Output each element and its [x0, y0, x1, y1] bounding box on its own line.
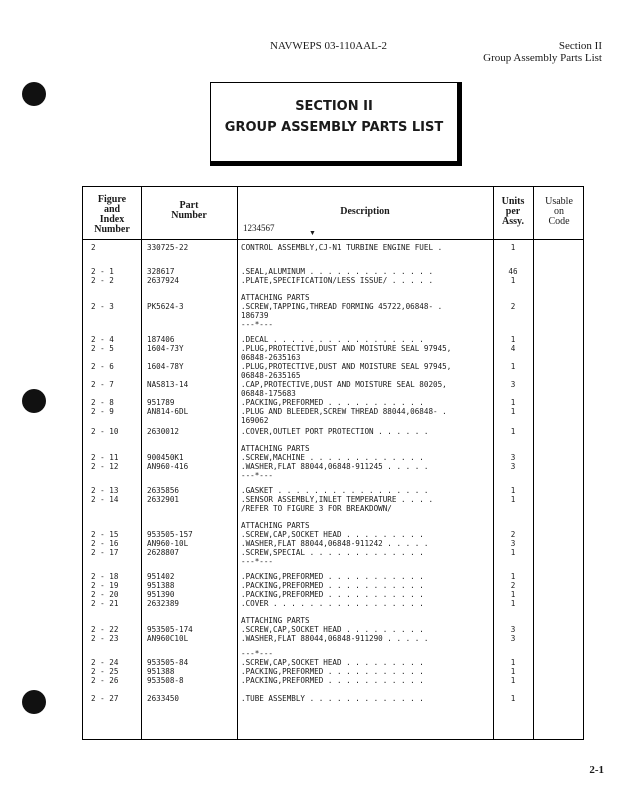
parts-table: [82, 186, 584, 740]
units-per-assy: 1: [510, 548, 516, 557]
table-row: [83, 371, 585, 380]
description: .PLUG AND BLEEDER,SCREW THREAD 88044,06848- .: [241, 407, 447, 416]
col-header-usable: Usable on Code: [545, 196, 573, 227]
table-row: [83, 380, 585, 389]
part-number: 1604-73Y: [147, 344, 184, 353]
figure-index: 2 - 14: [91, 495, 119, 504]
description: .SEAL,ALUMINUM . . . . . . . . . . . . . .: [241, 267, 434, 276]
figure-index: 2 - 5: [91, 344, 114, 353]
description: .PACKING,PREFORMED . . . . . . . . . . .: [241, 572, 424, 581]
part-number: 951388: [147, 581, 175, 590]
units-per-assy: 1: [510, 667, 516, 676]
description: .PACKING,PREFORMED . . . . . . . . . . .: [241, 676, 424, 685]
part-number: 951789: [147, 398, 175, 407]
table-row: [83, 362, 585, 371]
units-per-assy: 46: [508, 267, 518, 276]
units-per-assy: 3: [510, 380, 516, 389]
figure-index: 2 - 25: [91, 667, 119, 676]
table-row: [83, 667, 585, 676]
table-row: [83, 557, 585, 566]
units-per-assy: 1: [510, 676, 516, 685]
part-number: 951402: [147, 572, 175, 581]
title-line-1: SECTION II: [295, 99, 373, 114]
part-number: 953508-8: [147, 676, 184, 685]
col-header-part: Part Number: [171, 200, 207, 221]
description: ATTACHING PARTS: [241, 616, 310, 625]
part-number: NAS813-14: [147, 380, 189, 389]
col-header-figure: Figure and Index Number: [94, 194, 130, 235]
table-row: [83, 625, 585, 634]
table-row: [83, 548, 585, 557]
part-number: 2632901: [147, 495, 180, 504]
units-per-assy: 3: [510, 453, 516, 462]
figure-index: 2 - 22: [91, 625, 119, 634]
figure-index: 2 - 11: [91, 453, 119, 462]
part-number: 2635856: [147, 486, 180, 495]
part-number: 2632389: [147, 599, 180, 608]
description: 06848-2635165: [241, 371, 301, 380]
desc-indent-code: 1234567: [243, 223, 275, 233]
units-per-assy: 1: [510, 243, 516, 252]
table-row: [83, 649, 585, 658]
title-box-shadow: [210, 82, 462, 166]
table-row: [83, 616, 585, 625]
col-header-description: Description: [340, 206, 390, 217]
units-per-assy: 3: [510, 625, 516, 634]
table-row: [83, 398, 585, 407]
units-per-assy: 1: [510, 694, 516, 703]
figure-index: 2 - 1: [91, 267, 114, 276]
figure-index: 2 - 23: [91, 634, 119, 643]
description: .SCREW,CAP,SOCKET HEAD . . . . . . . . .: [241, 658, 424, 667]
table-row: [83, 590, 585, 599]
units-per-assy: 1: [510, 495, 516, 504]
binder-hole-middle: [22, 389, 46, 413]
table-row: [83, 599, 585, 608]
table-row: [83, 676, 585, 685]
description: .CAP,PROTECTIVE,DUST AND MOISTURE SEAL 80205,: [241, 380, 447, 389]
description: .SCREW,CAP,SOCKET HEAD . . . . . . . . .: [241, 625, 424, 634]
part-number: 900450K1: [147, 453, 184, 462]
table-row: [83, 471, 585, 480]
description: .PACKING,PREFORMED . . . . . . . . . . .: [241, 667, 424, 676]
description: .PACKING,PREFORMED . . . . . . . . . . .: [241, 581, 424, 590]
description: .SCREW,SPECIAL . . . . . . . . . . . . .: [241, 548, 424, 557]
description: .PACKING,PREFORMED . . . . . . . . . . .: [241, 590, 424, 599]
description: .PACKING,PREFORMED . . . . . . . . . . .: [241, 398, 424, 407]
units-per-assy: 2: [510, 302, 516, 311]
description: .SCREW,CAP,SOCKET HEAD . . . . . . . . .: [241, 530, 424, 539]
description: .PLUG,PROTECTIVE,DUST AND MOISTURE SEAL 97945,: [241, 362, 452, 371]
description: 186739: [241, 311, 269, 320]
figure-index: 2 - 15: [91, 530, 119, 539]
part-number: 328617: [147, 267, 175, 276]
table-row: [83, 293, 585, 302]
table-row: [83, 243, 585, 252]
table-row: [83, 320, 585, 329]
part-number: AN960-10L: [147, 539, 189, 548]
units-per-assy: 2: [510, 530, 516, 539]
table-row: [83, 658, 585, 667]
description: ATTACHING PARTS: [241, 293, 310, 302]
units-per-assy: 1: [510, 572, 516, 581]
units-per-assy: 1: [510, 658, 516, 667]
page-number: 2-1: [589, 764, 604, 776]
units-per-assy: 4: [510, 344, 516, 353]
title-line-2: GROUP ASSEMBLY PARTS LIST: [224, 120, 444, 135]
col-header-units: Units per Assy.: [501, 196, 525, 227]
figure-index: 2 - 10: [91, 427, 119, 436]
part-number: 951388: [147, 667, 175, 676]
units-per-assy: 2: [510, 581, 516, 590]
units-per-assy: 3: [510, 462, 516, 471]
description: .WASHER,FLAT 88044,06848-911245 . . . . .: [241, 462, 429, 471]
part-number: AN960C10L: [147, 634, 189, 643]
part-number: 2633450: [147, 694, 180, 703]
table-row: [83, 486, 585, 495]
units-per-assy: 1: [510, 427, 516, 436]
description: 06848-175683: [241, 389, 296, 398]
table-row: [83, 276, 585, 285]
description: .COVER . . . . . . . . . . . . . . . . .: [241, 599, 424, 608]
part-number: 2637924: [147, 276, 180, 285]
description: .SCREW,TAPPING,THREAD FORMING 45722,06848- .: [241, 302, 443, 311]
header-divider: [83, 239, 583, 240]
figure-index: 2 - 7: [91, 380, 114, 389]
figure-index: 2 - 13: [91, 486, 119, 495]
part-number: AN960-416: [147, 462, 189, 471]
section-subtitle: Group Assembly Parts List: [483, 52, 602, 64]
units-per-assy: 1: [510, 276, 516, 285]
figure-index: 2 - 27: [91, 694, 119, 703]
units-per-assy: 1: [510, 398, 516, 407]
description: ---*---: [241, 471, 274, 480]
description: .SENSOR ASSEMBLY,INLET TEMPERATURE . . . .: [241, 495, 434, 504]
figure-index: 2 - 17: [91, 548, 119, 557]
figure-index: 2 - 3: [91, 302, 114, 311]
description: .PLATE,SPECIFICATION/LESS ISSUE/ . . . . .: [241, 276, 434, 285]
description: /REFER TO FIGURE 3 FOR BREAKDOWN/: [241, 504, 392, 513]
figure-index: 2 - 20: [91, 590, 119, 599]
figure-index: 2 - 21: [91, 599, 119, 608]
part-number: 953505-174: [147, 625, 193, 634]
table-row: [83, 572, 585, 581]
table-row: [83, 267, 585, 276]
figure-index: 2 - 19: [91, 581, 119, 590]
table-row: [83, 539, 585, 548]
description: ATTACHING PARTS: [241, 444, 310, 453]
part-number: 2630012: [147, 427, 180, 436]
binder-hole-top: [22, 82, 46, 106]
units-per-assy: 1: [510, 407, 516, 416]
figure-index: 2 - 18: [91, 572, 119, 581]
figure-index: 2: [91, 243, 96, 252]
table-row: [83, 407, 585, 416]
table-row: [83, 353, 585, 362]
table-row: [83, 453, 585, 462]
indent-arrow-icon: ▼: [309, 230, 316, 237]
table-row: [83, 530, 585, 539]
section-label: Section II: [558, 40, 602, 52]
table-row: [83, 581, 585, 590]
table-row: [83, 495, 585, 504]
description: .SCREW,MACHINE . . . . . . . . . . . . .: [241, 453, 424, 462]
table-row: [83, 427, 585, 436]
part-number: 1604-78Y: [147, 362, 184, 371]
part-number: 2628807: [147, 548, 180, 557]
figure-index: 2 - 26: [91, 676, 119, 685]
figure-index: 2 - 12: [91, 462, 119, 471]
figure-index: 2 - 2: [91, 276, 114, 285]
description: .WASHER,FLAT 88044,06848-911242 . . . . .: [241, 539, 429, 548]
binder-hole-bottom: [22, 690, 46, 714]
table-row: [83, 521, 585, 530]
figure-index: 2 - 4: [91, 335, 114, 344]
figure-index: 2 - 6: [91, 362, 114, 371]
part-number: 953505-84: [147, 658, 189, 667]
table-row: [83, 416, 585, 425]
title-box: [210, 82, 458, 162]
doc-number: NAVWEPS 03-110AAL-2: [270, 40, 388, 52]
table-row: [83, 634, 585, 643]
description: 169062: [241, 416, 269, 425]
part-number: 951390: [147, 590, 175, 599]
figure-index: 2 - 24: [91, 658, 119, 667]
units-per-assy: 3: [510, 539, 516, 548]
description: .DECAL . . . . . . . . . . . . . . . . .: [241, 335, 424, 344]
description: .TUBE ASSEMBLY . . . . . . . . . . . . .: [241, 694, 424, 703]
description: .COVER,OUTLET PORT PROTECTION . . . . . .: [241, 427, 429, 436]
table-row: [83, 389, 585, 398]
figure-index: 2 - 8: [91, 398, 114, 407]
table-row: [83, 311, 585, 320]
table-row: [83, 302, 585, 311]
part-number: 953505-157: [147, 530, 193, 539]
description: CONTROL ASSEMBLY,CJ-N1 TURBINE ENGINE FUEL .: [241, 243, 443, 252]
table-row: [83, 344, 585, 353]
table-row: [83, 462, 585, 471]
units-per-assy: 1: [510, 590, 516, 599]
description: ---*---: [241, 649, 274, 658]
description: .GASKET . . . . . . . . . . . . . . . . .: [241, 486, 429, 495]
description: .WASHER,FLAT 88044,06848-911290 . . . . .: [241, 634, 429, 643]
table-row: [83, 694, 585, 703]
description: .PLUG,PROTECTIVE,DUST AND MOISTURE SEAL 97945,: [241, 344, 452, 353]
description: ---*---: [241, 320, 274, 329]
table-row: [83, 335, 585, 344]
figure-index: 2 - 9: [91, 407, 114, 416]
part-number: PK5624-3: [147, 302, 184, 311]
units-per-assy: 1: [510, 599, 516, 608]
units-per-assy: 3: [510, 634, 516, 643]
table-row: [83, 504, 585, 513]
units-per-assy: 1: [510, 362, 516, 371]
part-number: 330725-22: [147, 243, 189, 252]
part-number: 187406: [147, 335, 175, 344]
units-per-assy: 1: [510, 335, 516, 344]
figure-index: 2 - 16: [91, 539, 119, 548]
description: 06848-2635163: [241, 353, 301, 362]
table-row: [83, 444, 585, 453]
description: ATTACHING PARTS: [241, 521, 310, 530]
units-per-assy: 1: [510, 486, 516, 495]
part-number: AN814-6DL: [147, 407, 189, 416]
description: ---*---: [241, 557, 274, 566]
